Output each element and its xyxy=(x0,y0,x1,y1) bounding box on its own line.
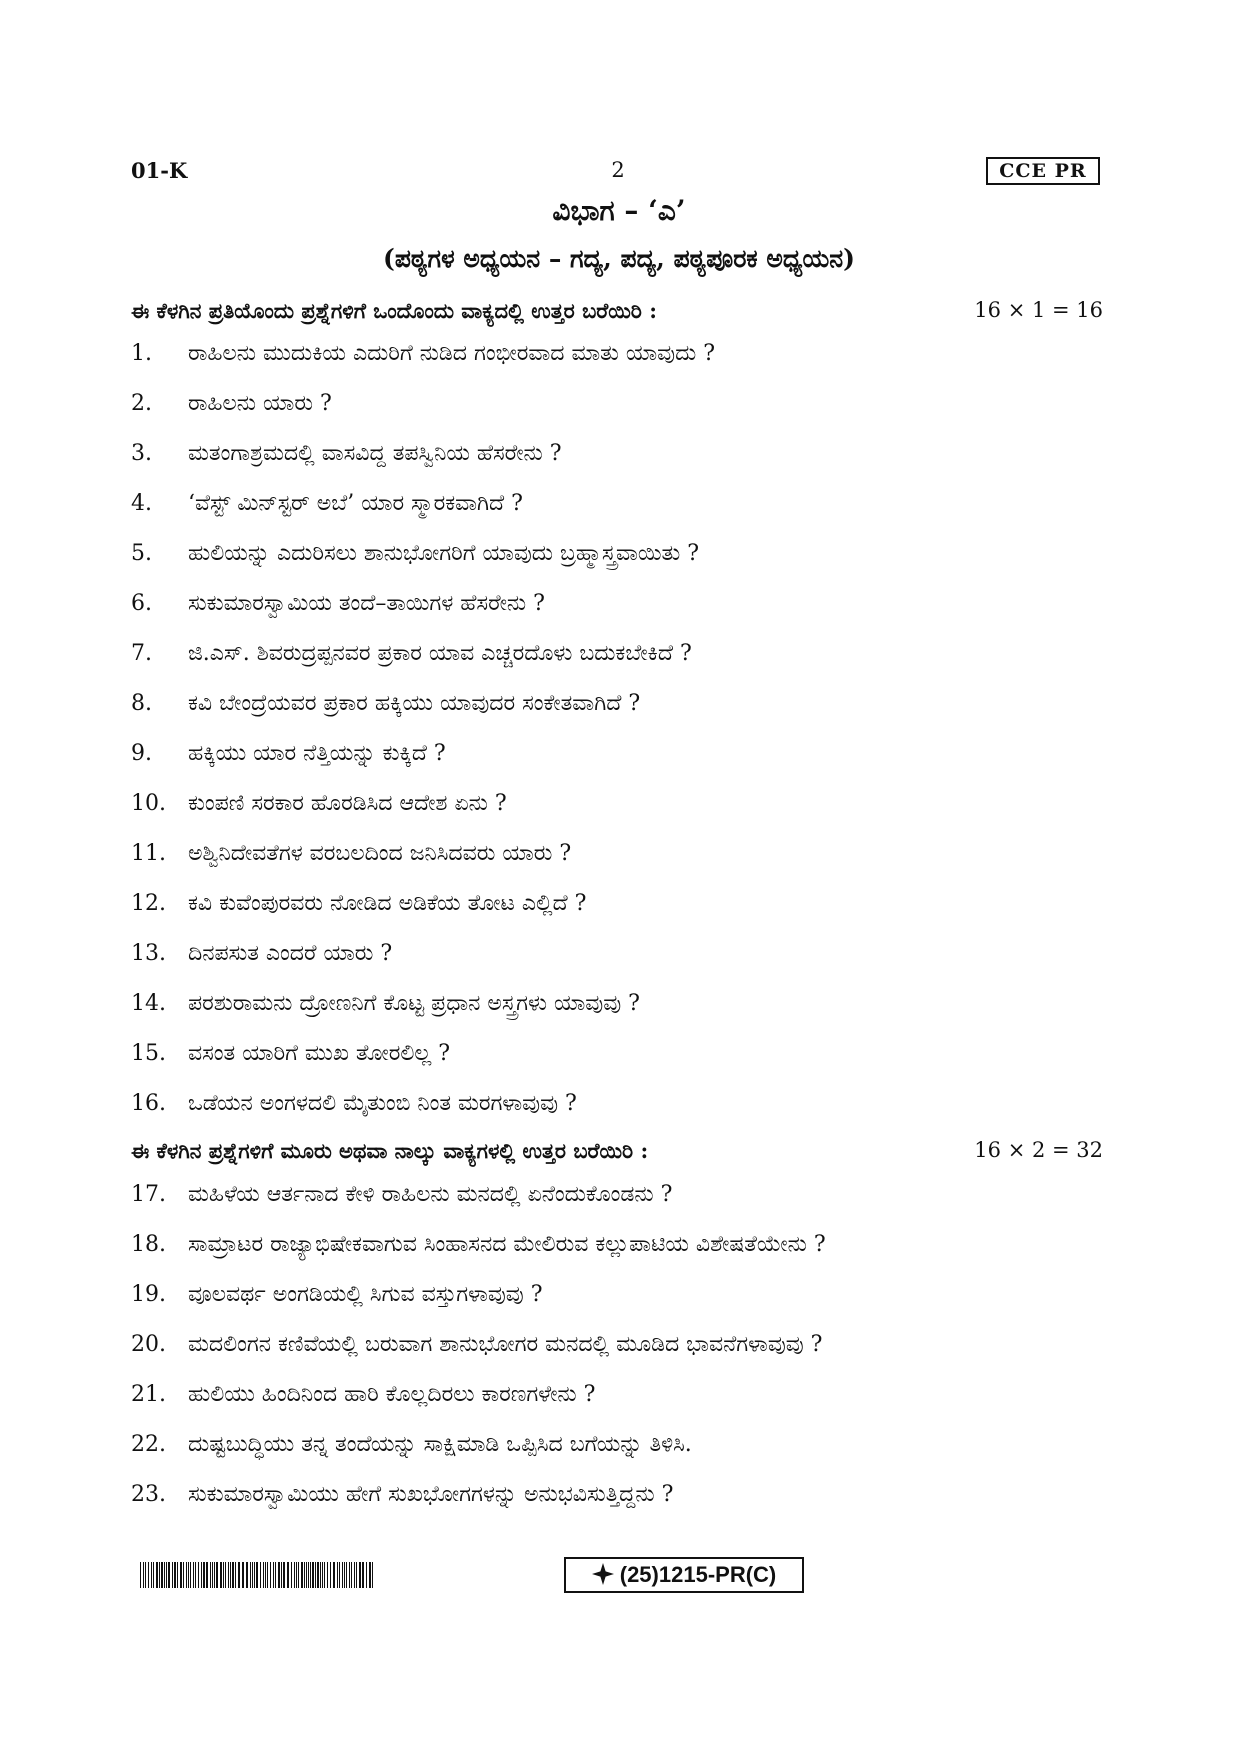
question-number: 8. xyxy=(131,691,152,716)
barcode-bar xyxy=(308,1562,309,1588)
barcode-bar xyxy=(333,1562,335,1588)
question-number: 12. xyxy=(131,891,166,916)
question-11 xyxy=(131,841,1091,875)
question-text: ಸುಕುಮಾರಸ್ವಾಮಿಯ ತಂದೆ–ತಾಯಿಗಳ ಹೆಸರೇನು ? xyxy=(188,591,545,616)
question-text: ಹಕ್ಕಿಯು ಯಾರ ನೆತ್ತಿಯನ್ನು ಕುಕ್ಕಿದೆ ? xyxy=(188,741,446,766)
question-number: 16. xyxy=(131,1091,166,1116)
barcode-bar xyxy=(166,1562,167,1588)
barcode-bar xyxy=(312,1562,314,1588)
question-text: ದಿನಪಸುತ ಎಂದರೆ ಯಾರು ? xyxy=(188,941,393,966)
barcode-bar xyxy=(232,1562,234,1588)
barcode-bar xyxy=(242,1562,244,1588)
barcode-bar xyxy=(148,1562,149,1588)
barcode-bar xyxy=(246,1562,248,1588)
barcode-bar xyxy=(193,1562,194,1588)
barcode-bar xyxy=(188,1562,189,1588)
barcode-bar xyxy=(291,1562,292,1588)
barcode-bar xyxy=(156,1562,158,1588)
barcode-icon xyxy=(140,1562,376,1588)
question-text: ಮಹಿಳೆಯ ಆರ್ತನಾದ ಕೇಳಿ ರಾಹಿಲನು ಮನದಲ್ಲಿ ಏನೆಂದುಕೊಂಡನು ? xyxy=(188,1182,673,1207)
barcode-bar xyxy=(287,1562,289,1588)
barcode-bar xyxy=(143,1562,144,1588)
question-text: ಅಶ್ವಿನಿದೇವತೆಗಳ ವರಬಲದಿಂದ ಜನಿಸಿದವರು ಯಾರು ? xyxy=(188,841,572,866)
question-7 xyxy=(131,641,1091,675)
question-number: 15. xyxy=(131,1041,166,1066)
barcode-bar xyxy=(322,1562,323,1588)
question-text: ವೂಲವರ್ಥ ಅಂಗಡಿಯಲ್ಲಿ ಸಿಗುವ ವಸ್ತುಗಳಾವುವು ? xyxy=(188,1282,543,1307)
question-19 xyxy=(131,1282,1091,1316)
question-number: 19. xyxy=(131,1282,166,1307)
barcode-bar xyxy=(183,1562,184,1588)
barcode-bar xyxy=(265,1562,266,1588)
part2-instruction: ಈ ಕೆಳಗಿನ ಪ್ರಶ್ನೆಗಳಿಗೆ ಮೂರು ಅಥವಾ ನಾಲ್ಕು ವಾಕ್ಯಗಳಲ್ಲಿ ಉತ್ತರ ಬರೆಯಿರಿ : xyxy=(131,1138,649,1163)
barcode-bar xyxy=(228,1562,229,1588)
barcode-bar xyxy=(161,1562,163,1588)
barcode-bar xyxy=(310,1562,311,1588)
barcode-bar xyxy=(238,1562,240,1588)
question-number: 9. xyxy=(131,741,152,766)
barcode-bar xyxy=(254,1562,255,1588)
footer-code-box xyxy=(564,1557,804,1593)
barcode-bar xyxy=(220,1562,222,1588)
barcode-bar xyxy=(339,1562,340,1588)
barcode-bar xyxy=(210,1562,211,1588)
barcode-bar xyxy=(356,1562,357,1588)
barcode-bar xyxy=(250,1562,251,1588)
barcode-bar xyxy=(164,1562,165,1588)
barcode-bar xyxy=(349,1562,350,1588)
question-text: ಒಡೆಯನ ಅಂಗಳದಲಿ ಮೈತುಂಬಿ ನಿಂತ ಮರಗಳಾವುವು ? xyxy=(188,1091,577,1116)
question-21 xyxy=(131,1382,1091,1416)
question-4 xyxy=(131,491,1091,525)
question-number: 1. xyxy=(131,341,152,366)
barcode-bar xyxy=(351,1562,352,1588)
barcode-bar xyxy=(344,1562,345,1588)
barcode-bar xyxy=(145,1562,146,1588)
barcode-bar xyxy=(201,1562,202,1588)
barcode-bar xyxy=(198,1562,199,1588)
barcode-bar xyxy=(366,1562,367,1588)
question-10 xyxy=(131,791,1091,825)
barcode-bar xyxy=(301,1562,303,1588)
barcode-bar xyxy=(324,1562,325,1588)
question-9 xyxy=(131,741,1091,775)
question-22 xyxy=(131,1432,1091,1466)
question-16 xyxy=(131,1091,1091,1125)
barcode-bar xyxy=(186,1562,187,1588)
barcode-bar xyxy=(296,1562,297,1588)
question-number: 6. xyxy=(131,591,152,616)
barcode-bar xyxy=(278,1562,280,1588)
barcode-bar xyxy=(267,1562,268,1588)
question-17 xyxy=(131,1182,1091,1216)
barcode-bar xyxy=(342,1562,343,1588)
question-text: ಪರಶುರಾಮನು ದ್ರೋಣನಿಗೆ ಕೊಟ್ಟ ಪ್ರಧಾನ ಅಸ್ತ್ರಗಳು ಯಾವುವು ? xyxy=(188,991,640,1016)
barcode-bar xyxy=(190,1562,191,1588)
barcode-bar xyxy=(159,1562,160,1588)
question-text: ಹುಲಿಯನ್ನು ಎದುರಿಸಲು ಶಾನುಭೋಗರಿಗೆ ಯಾವುದು ಬ್ರಹ್ಮಾಸ್ತ್ರವಾಯಿತು ? xyxy=(188,541,700,566)
barcode-bar xyxy=(203,1562,205,1588)
barcode-bar xyxy=(294,1562,295,1588)
question-14 xyxy=(131,991,1091,1025)
question-text: ಕುಂಪಣಿ ಸರಕಾರ ಹೊರಡಿಸಿದ ಆದೇಶ ಏನು ? xyxy=(188,791,507,816)
question-number: 23. xyxy=(131,1482,166,1507)
question-number: 7. xyxy=(131,641,152,666)
barcode-bar xyxy=(174,1562,176,1588)
question-5 xyxy=(131,541,1091,575)
question-number: 21. xyxy=(131,1382,166,1407)
question-8 xyxy=(131,691,1091,725)
question-20 xyxy=(131,1332,1091,1366)
barcode-bar xyxy=(168,1562,170,1588)
question-number: 14. xyxy=(131,991,166,1016)
barcode-bar xyxy=(337,1562,338,1588)
paper-code: 01-K xyxy=(131,158,188,183)
barcode-bar xyxy=(306,1562,307,1588)
barcode-bar xyxy=(327,1562,328,1588)
question-number: 20. xyxy=(131,1332,166,1357)
barcode-bar xyxy=(206,1562,208,1588)
section-title: ವಿಭಾಗ – ‘ಎ’ xyxy=(552,194,686,227)
barcode-bar xyxy=(235,1562,236,1588)
barcode-bar xyxy=(362,1562,364,1588)
question-13 xyxy=(131,941,1091,975)
barcode-bar xyxy=(172,1562,173,1588)
question-2 xyxy=(131,391,1091,425)
barcode-bar xyxy=(256,1562,258,1588)
question-number: 3. xyxy=(131,441,152,466)
question-number: 13. xyxy=(131,941,166,966)
question-6 xyxy=(131,591,1091,625)
part2-marks: 16 × 2 = 32 xyxy=(974,1138,1103,1162)
part1-marks: 16 × 1 = 16 xyxy=(974,298,1103,322)
question-text: ಸುಕುಮಾರಸ್ವಾಮಿಯು ಹೇಗೆ ಸುಖಭೋಗಗಳನ್ನು ಅನುಭವಿಸುತ್ತಿದ್ದನು ? xyxy=(188,1482,674,1507)
question-number: 17. xyxy=(131,1182,166,1207)
scheme-badge: CCE PR xyxy=(986,157,1100,185)
question-number: 18. xyxy=(131,1232,166,1257)
barcode-bar xyxy=(320,1562,321,1588)
barcode-bar xyxy=(260,1562,261,1588)
barcode-bar xyxy=(317,1562,319,1588)
footer-code: (25)1215-PR(C) xyxy=(619,1562,777,1587)
question-number: 4. xyxy=(131,491,152,516)
question-12 xyxy=(131,891,1091,925)
question-text: ‘ವೆಸ್ಟ್ ಮಿನ್‌ಸ್ಟರ್ ಅಬೆ’ ಯಾರ ಸ್ಮಾರಕವಾಗಿದೆ ? xyxy=(188,491,523,516)
question-text: ವಸಂತ ಯಾರಿಗೆ ಮುಖ ತೋರಲಿಲ್ಲ ? xyxy=(188,1041,451,1066)
barcode-bar xyxy=(223,1562,224,1588)
question-text: ದುಷ್ಟಬುದ್ಧಿಯು ತನ್ನ ತಂದೆಯನ್ನು ಸಾಕ್ಷಿಮಾಡಿ ಒಪ್ಪಿಸಿದ ಬಗೆಯನ್ನು ತಿಳಿಸಿ. xyxy=(188,1432,692,1457)
page-number: 2 xyxy=(611,158,625,182)
barcode-bar xyxy=(369,1562,371,1588)
question-text: ಕವಿ ಬೇಂದ್ರೆಯವರ ಪ್ರಕಾರ ಹಕ್ಕಿಯು ಯಾವುದರ ಸಂಕೇತವಾಗಿದೆ ? xyxy=(188,691,641,716)
question-number: 10. xyxy=(131,791,166,816)
barcode-bar xyxy=(304,1562,305,1588)
barcode-bar xyxy=(230,1562,231,1588)
barcode-bar xyxy=(180,1562,182,1588)
question-18 xyxy=(131,1232,1091,1266)
question-text: ಕವಿ ಕುವೆಂಪುರವರು ನೋಡಿದ ಅಡಿಕೆಯ ತೋಟ ಎಲ್ಲಿದೆ ? xyxy=(188,891,587,916)
question-text: ಮದಲಿಂಗನ ಕಣಿವೆಯಲ್ಲಿ ಬರುವಾಗ ಶಾನುಭೋಗರ ಮನದಲ್ಲಿ ಮೂಡಿದ ಭಾವನೆಗಳಾವುವು ? xyxy=(188,1332,823,1357)
question-23 xyxy=(131,1482,1091,1516)
barcode-bar xyxy=(275,1562,276,1588)
question-text: ಜಿ.ಎಸ್. ಶಿವರುದ್ರಪ್ಪನವರ ಪ್ರಕಾರ ಯಾವ ಎಚ್ಚರದೊಳು ಬದುಕಬೇಕಿದೆ ? xyxy=(188,641,692,666)
barcode-bar xyxy=(354,1562,355,1588)
barcode-bar xyxy=(346,1562,347,1588)
question-text: ಸಾಮ್ರಾಟರ ರಾಜ್ಯಾಭಿಷೇಕವಾಗುವ ಸಿಂಹಾಸನದ ಮೇಲಿರುವ ಕಲ್ಲುಪಾಟಿಯ ವಿಶೇಷತೆಯೇನು ? xyxy=(188,1232,826,1257)
barcode-bar xyxy=(252,1562,253,1588)
barcode-bar xyxy=(216,1562,218,1588)
section-subtitle: (ಪಠ್ಯಗಳ ಅಧ್ಯಯನ – ಗದ್ಯ, ಪದ್ಯ, ಪಠ್ಯಪೂರಕ ಅಧ್ಯಯನ) xyxy=(383,244,855,273)
part1-instruction: ಈ ಕೆಳಗಿನ ಪ್ರತಿಯೊಂದು ಪ್ರಶ್ನೆಗಳಿಗೆ ಒಂದೊಂದು ವಾಕ್ಯದಲ್ಲಿ ಉತ್ತರ ಬರೆಯಿರಿ : xyxy=(131,298,657,323)
question-text: ಹುಲಿಯು ಹಿಂದಿನಿಂದ ಹಾರಿ ಕೊಲ್ಲದಿರಲು ಕಾರಣಗಳೇನು ? xyxy=(188,1382,596,1407)
barcode-bar xyxy=(270,1562,271,1588)
question-number: 22. xyxy=(131,1432,166,1457)
question-text: ಮತಂಗಾಶ್ರಮದಲ್ಲಿ ವಾಸವಿದ್ದ ತಪಸ್ವಿನಿಯ ಹೆಸರೇನು ? xyxy=(188,441,562,466)
question-number: 2. xyxy=(131,391,152,416)
question-number: 11. xyxy=(131,841,166,866)
barcode-bar xyxy=(212,1562,213,1588)
barcode-bar xyxy=(372,1562,373,1588)
question-text: ರಾಹಿಲನು ಮುದುಕಿಯ ಎದುರಿಗೆ ನುಡಿದ ಗಂಭೀರವಾದ ಮಾತು ಯಾವುದು ? xyxy=(188,341,716,366)
barcode-bar xyxy=(281,1562,282,1588)
barcode-bar xyxy=(330,1562,331,1588)
barcode-bar xyxy=(273,1562,274,1588)
barcode-bar xyxy=(177,1562,178,1588)
barcode-bar xyxy=(195,1562,196,1588)
barcode-bar xyxy=(214,1562,215,1588)
question-1 xyxy=(131,341,1091,375)
barcode-bar xyxy=(225,1562,226,1588)
barcode-bar xyxy=(315,1562,316,1588)
question-3 xyxy=(131,441,1091,475)
barcode-bar xyxy=(359,1562,361,1588)
question-number: 5. xyxy=(131,541,152,566)
barcode-bar xyxy=(283,1562,285,1588)
barcode-bar xyxy=(153,1562,154,1588)
barcode-bar xyxy=(298,1562,299,1588)
barcode-bar xyxy=(151,1562,152,1588)
barcode-bar xyxy=(263,1562,264,1588)
barcode-bar xyxy=(140,1562,141,1588)
question-15 xyxy=(131,1041,1091,1075)
question-text: ರಾಹಿಲನು ಯಾರು ? xyxy=(188,391,332,416)
four-point-star-icon xyxy=(592,1563,614,1585)
